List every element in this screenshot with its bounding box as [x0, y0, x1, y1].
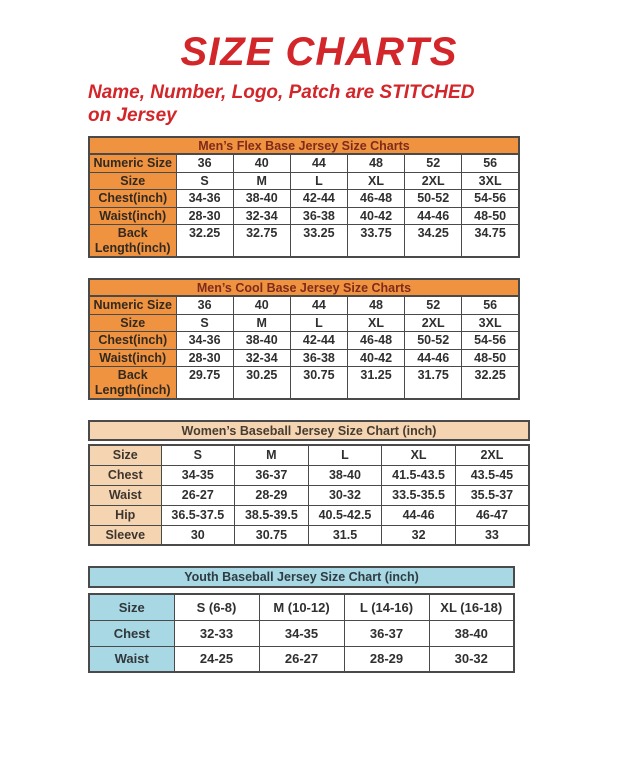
page-subtitle-line1: Name, Number, Logo, Patch are STITCHED [88, 82, 475, 103]
size-value-cell: M (10-12) [259, 594, 344, 620]
size-value-cell: 34.25 [405, 225, 462, 258]
page-subtitle [88, 81, 568, 127]
size-chart-mens-cool-base [88, 278, 520, 400]
size-value-cell: L [290, 172, 347, 190]
row-label: Chest(inch) [89, 332, 176, 350]
size-value-cell: 36.5-37.5 [161, 505, 235, 525]
row-label: Size [89, 172, 176, 190]
row-label: Waist [89, 485, 161, 505]
size-value-cell: 54-56 [462, 190, 519, 208]
table-row [89, 525, 529, 545]
size-value-cell: 30-32 [429, 646, 514, 672]
size-value-cell: 34-35 [161, 465, 235, 485]
size-value-cell: 50-52 [405, 190, 462, 208]
table-row [89, 485, 529, 505]
size-value-cell: 50-52 [405, 332, 462, 350]
row-label: Sleeve [89, 525, 161, 545]
size-value-cell: 30-32 [308, 485, 382, 505]
size-value-cell: 32 [382, 525, 456, 545]
size-value-cell: 40.5-42.5 [308, 505, 382, 525]
size-table-mens-flex-base [88, 153, 520, 258]
size-value-cell: 36 [176, 154, 233, 172]
table-title-youth-baseball: Youth Baseball Jersey Size Chart (inch) [88, 566, 515, 588]
size-value-cell: 38-40 [233, 332, 290, 350]
size-chart-womens-baseball [88, 420, 530, 546]
row-label: Back Length(inch) [89, 225, 176, 258]
row-label: Size [89, 445, 161, 465]
table-row [89, 445, 529, 465]
size-value-cell: 36-38 [290, 349, 347, 367]
table-row [89, 349, 519, 367]
size-value-cell: 33 [455, 525, 529, 545]
size-value-cell: 44-46 [382, 505, 456, 525]
size-value-cell: 44 [290, 296, 347, 314]
size-value-cell: 48 [347, 154, 404, 172]
size-value-cell: L [290, 314, 347, 332]
page-title: SIZE CHARTS [180, 30, 458, 74]
size-value-cell: 2XL [405, 314, 462, 332]
size-value-cell: 34.75 [462, 225, 519, 258]
size-value-cell: 40-42 [347, 207, 404, 225]
size-value-cell: 48-50 [462, 207, 519, 225]
size-value-cell: 54-56 [462, 332, 519, 350]
size-value-cell: 34-36 [176, 332, 233, 350]
size-value-cell: S (6-8) [174, 594, 259, 620]
size-value-cell: 32.25 [176, 225, 233, 258]
row-label: Numeric Size [89, 154, 176, 172]
page-subtitle-line2: on Jersey [88, 105, 177, 126]
table-row [89, 646, 514, 672]
size-value-cell: 52 [405, 154, 462, 172]
size-value-cell: 40 [233, 154, 290, 172]
size-value-cell: 56 [462, 154, 519, 172]
size-value-cell: XL [347, 314, 404, 332]
table-row [89, 172, 519, 190]
size-value-cell: 33.5-35.5 [382, 485, 456, 505]
size-value-cell: 43.5-45 [455, 465, 529, 485]
size-value-cell: L [308, 445, 382, 465]
row-label: Chest(inch) [89, 190, 176, 208]
size-value-cell: 52 [405, 296, 462, 314]
size-value-cell: 32-34 [233, 207, 290, 225]
size-value-cell: 30.25 [233, 367, 290, 400]
size-value-cell: 26-27 [259, 646, 344, 672]
size-chart-youth-baseball [88, 566, 515, 673]
size-value-cell: 38-40 [308, 465, 382, 485]
size-value-cell: 28-30 [176, 349, 233, 367]
row-label: Size [89, 594, 174, 620]
size-value-cell: 40-42 [347, 349, 404, 367]
size-value-cell: 24-25 [174, 646, 259, 672]
table-row [89, 367, 519, 400]
size-value-cell: 44-46 [405, 207, 462, 225]
size-value-cell: 48-50 [462, 349, 519, 367]
row-label: Waist(inch) [89, 207, 176, 225]
size-value-cell: M [233, 172, 290, 190]
table-title-mens-flex-base: Men’s Flex Base Jersey Size Charts [88, 136, 520, 155]
row-label: Hip [89, 505, 161, 525]
size-value-cell: 28-29 [344, 646, 429, 672]
size-table-youth-baseball [88, 593, 515, 673]
size-value-cell: 34-36 [176, 190, 233, 208]
table-row [89, 190, 519, 208]
size-value-cell: 40 [233, 296, 290, 314]
row-label: Back Length(inch) [89, 367, 176, 400]
tables-container [88, 127, 638, 673]
size-value-cell: XL [347, 172, 404, 190]
size-value-cell: 3XL [462, 314, 519, 332]
size-value-cell: 28-30 [176, 207, 233, 225]
row-label: Size [89, 314, 176, 332]
size-value-cell: 46-48 [347, 332, 404, 350]
size-value-cell: 31.75 [405, 367, 462, 400]
size-value-cell: XL (16-18) [429, 594, 514, 620]
size-value-cell: 36 [176, 296, 233, 314]
size-value-cell: 2XL [455, 445, 529, 465]
table-row [89, 594, 514, 620]
size-chart-mens-flex-base [88, 136, 520, 258]
size-value-cell: 30.75 [290, 367, 347, 400]
size-value-cell: 44 [290, 154, 347, 172]
table-row [89, 154, 519, 172]
table-title-womens-baseball: Women’s Baseball Jersey Size Chart (inch) [88, 420, 530, 441]
row-label: Chest [89, 465, 161, 485]
size-value-cell: S [176, 314, 233, 332]
size-value-cell: 30.75 [235, 525, 309, 545]
size-value-cell: 3XL [462, 172, 519, 190]
size-value-cell: 38-40 [429, 620, 514, 646]
size-value-cell: M [233, 314, 290, 332]
table-row [89, 296, 519, 314]
row-label: Waist(inch) [89, 349, 176, 367]
size-value-cell: 32.25 [462, 367, 519, 400]
table-row [89, 465, 529, 485]
table-row [89, 332, 519, 350]
size-value-cell: 46-48 [347, 190, 404, 208]
size-value-cell: 46-47 [455, 505, 529, 525]
row-label: Waist [89, 646, 174, 672]
size-value-cell: XL [382, 445, 456, 465]
row-label: Chest [89, 620, 174, 646]
size-value-cell: 33.25 [290, 225, 347, 258]
size-value-cell: 32-33 [174, 620, 259, 646]
table-row [89, 314, 519, 332]
size-table-womens-baseball [88, 444, 530, 546]
table-row [89, 620, 514, 646]
size-value-cell: 36-38 [290, 207, 347, 225]
size-value-cell: 34-35 [259, 620, 344, 646]
size-value-cell: 29.75 [176, 367, 233, 400]
table-title-mens-cool-base: Men’s Cool Base Jersey Size Charts [88, 278, 520, 297]
size-value-cell: S [176, 172, 233, 190]
size-value-cell: 41.5-43.5 [382, 465, 456, 485]
table-row [89, 225, 519, 258]
size-value-cell: 28-29 [235, 485, 309, 505]
size-value-cell: 48 [347, 296, 404, 314]
size-value-cell: 32-34 [233, 349, 290, 367]
size-value-cell: 38-40 [233, 190, 290, 208]
size-value-cell: 30 [161, 525, 235, 545]
size-value-cell: M [235, 445, 309, 465]
size-value-cell: 35.5-37 [455, 485, 529, 505]
size-value-cell: 32.75 [233, 225, 290, 258]
size-value-cell: 31.25 [347, 367, 404, 400]
size-value-cell: 56 [462, 296, 519, 314]
size-value-cell: 38.5-39.5 [235, 505, 309, 525]
size-value-cell: 42-44 [290, 190, 347, 208]
size-table-mens-cool-base [88, 295, 520, 400]
size-value-cell: 44-46 [405, 349, 462, 367]
size-value-cell: 26-27 [161, 485, 235, 505]
size-value-cell: 36-37 [344, 620, 429, 646]
size-value-cell: 2XL [405, 172, 462, 190]
size-value-cell: 36-37 [235, 465, 309, 485]
size-value-cell: 33.75 [347, 225, 404, 258]
size-value-cell: 31.5 [308, 525, 382, 545]
table-row [89, 505, 529, 525]
size-value-cell: 42-44 [290, 332, 347, 350]
size-value-cell: L (14-16) [344, 594, 429, 620]
table-row [89, 207, 519, 225]
size-value-cell: S [161, 445, 235, 465]
row-label: Numeric Size [89, 296, 176, 314]
